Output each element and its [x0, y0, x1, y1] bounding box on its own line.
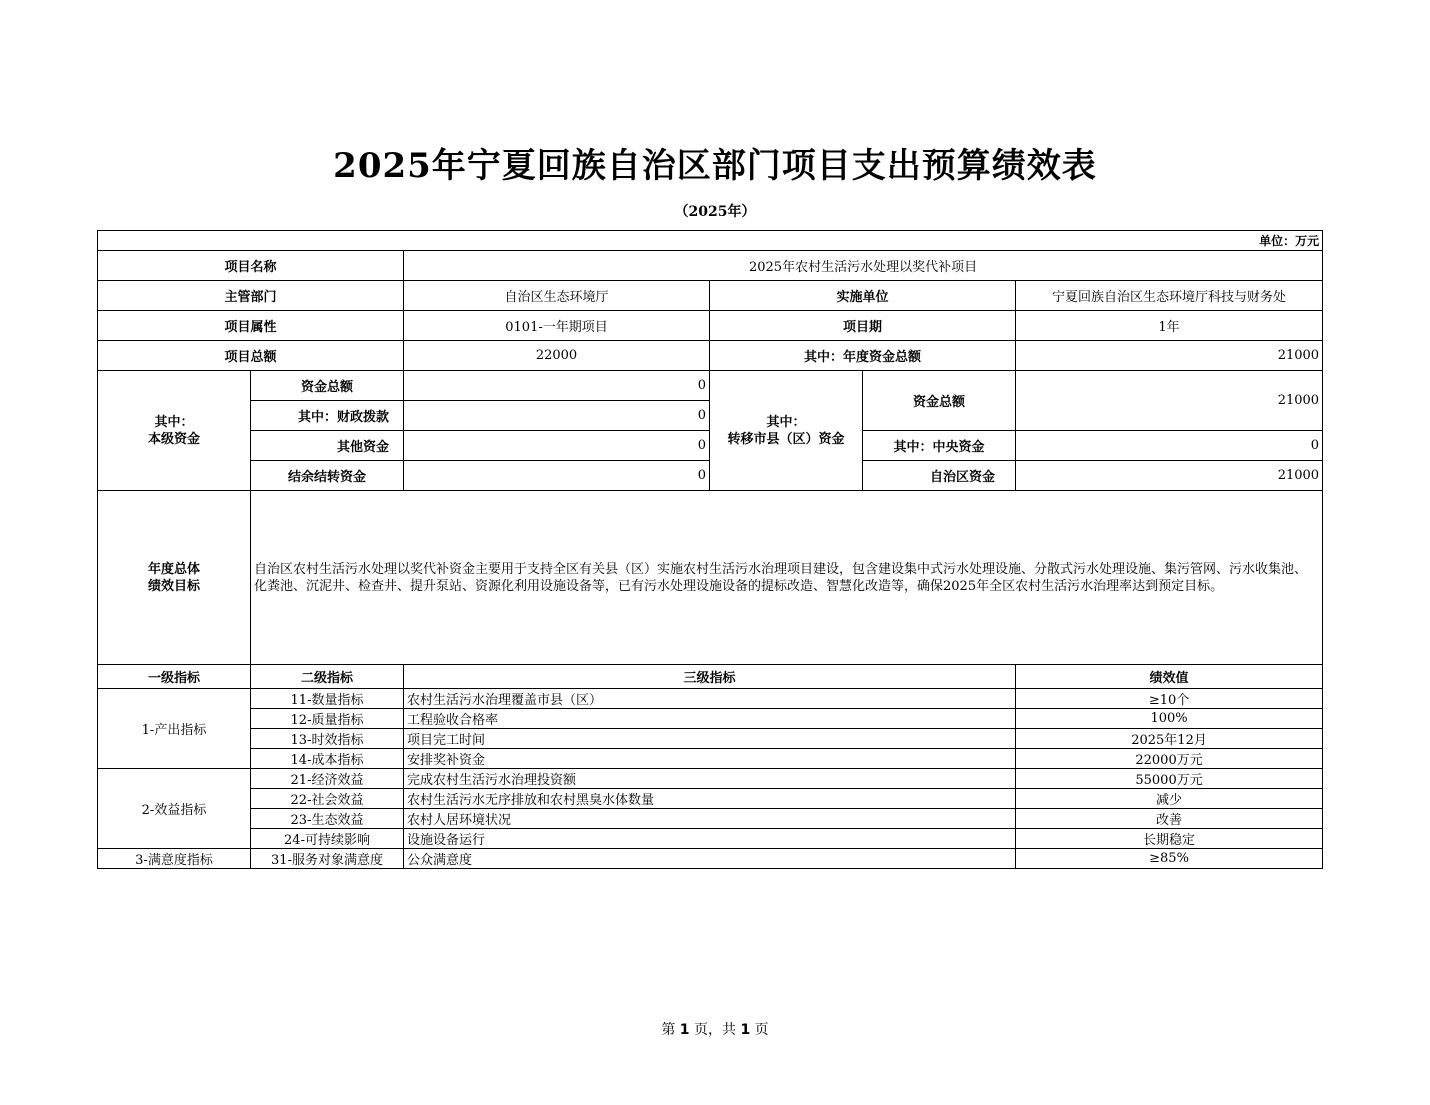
value-cell: 55000万元 [1016, 769, 1323, 789]
attr-label: 项目属性 [98, 311, 404, 341]
level2-cell: 14-成本指标 [251, 749, 404, 769]
level3-cell: 设施设备运行 [404, 829, 1016, 849]
central-value: 0 [1016, 431, 1323, 461]
level2-cell: 23-生态效益 [251, 809, 404, 829]
level3-cell: 农村生活污水治理覆盖市县（区） [404, 689, 1016, 709]
project-name-value: 2025年农村生活污水处理以奖代补项目 [404, 251, 1323, 281]
page-footer [0, 1019, 1430, 1039]
table-row [98, 809, 1323, 829]
local-funds-label-line1: 其中： [154, 414, 194, 430]
performance-table [97, 230, 1323, 869]
fiscal-label: 其中：财政拨款 [251, 401, 404, 431]
level3-cell: 工程验收合格率 [404, 709, 1016, 729]
region-value: 21000 [1016, 461, 1323, 491]
header-level3: 三级指标 [404, 665, 1016, 689]
value-cell: 减少 [1016, 789, 1323, 809]
group-label: 1-产出指标 [98, 689, 251, 769]
page-subtitle: （2025年） [674, 204, 756, 220]
impl-value: 宁夏回族自治区生态环境厅科技与财务处 [1016, 281, 1323, 311]
impl-label: 实施单位 [710, 281, 1016, 311]
carry-label: 结余结转资金 [251, 461, 404, 491]
value-cell: 2025年12月 [1016, 729, 1323, 749]
header-value: 绩效值 [1016, 665, 1323, 689]
table-row [98, 789, 1323, 809]
carry-value: 0 [404, 461, 710, 491]
group-label: 2-效益指标 [98, 769, 251, 849]
value-cell: ≥85% [1016, 849, 1323, 869]
footer-total-pages: 1 [740, 1022, 751, 1038]
value-cell: 100% [1016, 709, 1323, 729]
dept-label: 主管部门 [98, 281, 404, 311]
region-label: 自治区资金 [863, 461, 1016, 491]
page-title: 2025年宁夏回族自治区部门项目支出预算绩效表 [333, 146, 1097, 186]
unit-label: 单位：万元 [98, 231, 1323, 251]
table-row [98, 849, 1323, 869]
level3-cell: 农村生活污水无序排放和农村黑臭水体数量 [404, 789, 1016, 809]
goal-label-line1: 年度总体 [147, 561, 200, 577]
transfer-funds-label-line1: 其中： [766, 414, 806, 430]
value-cell: ≥10个 [1016, 689, 1323, 709]
annual-label: 其中：年度资金总额 [710, 341, 1016, 371]
period-label: 项目期 [710, 311, 1016, 341]
total-label: 项目总额 [98, 341, 404, 371]
indicator-header-row [98, 665, 1323, 689]
transfer-funds-label-line2: 转移市县（区）资金 [727, 431, 845, 447]
local-funds-label-line2: 本级资金 [147, 431, 200, 447]
annual-value: 21000 [1016, 341, 1323, 371]
other-label: 其他资金 [251, 431, 404, 461]
table-row [98, 709, 1323, 729]
project-name-label: 项目名称 [98, 251, 404, 281]
dept-value: 自治区生态环境厅 [404, 281, 710, 311]
goal-text: 自治区农村生活污水处理以奖代补资金主要用于支持全区有关县（区）实施农村生活污水治理项目建设，包含建设集中式污水处理设施、分散式污水处理设施、集污管网、污水收集池、化粪池、沉泥井、检查井、提升泵站、资源化利用设施设备等，已有污水处理设施设备的提标改造、智慧化改造等，确保2025年全区农村生活污水治理率达到预定目标。 [251, 491, 1323, 665]
level3-cell: 完成农村生活污水治理投资额 [404, 769, 1016, 789]
period-value: 1年 [1016, 311, 1323, 341]
attr-value: 0101-一年期项目 [404, 311, 710, 341]
local-total-value: 0 [404, 371, 710, 401]
transfer-total-value: 21000 [1016, 371, 1323, 431]
level3-cell: 安排奖补资金 [404, 749, 1016, 769]
table-row [98, 729, 1323, 749]
transfer-total-label: 资金总额 [863, 371, 1016, 431]
level2-cell: 11-数量指标 [251, 689, 404, 709]
table-row [98, 769, 1323, 789]
level2-cell: 21-经济效益 [251, 769, 404, 789]
header-level2: 二级指标 [251, 665, 404, 689]
footer-post: 页 [754, 1022, 769, 1038]
fiscal-value: 0 [404, 401, 710, 431]
total-value: 22000 [404, 341, 710, 371]
header-level1: 一级指标 [98, 665, 251, 689]
value-cell: 改善 [1016, 809, 1323, 829]
level2-cell: 31-服务对象满意度 [251, 849, 404, 869]
level2-cell: 24-可持续影响 [251, 829, 404, 849]
level2-cell: 13-时效指标 [251, 729, 404, 749]
level2-cell: 12-质量指标 [251, 709, 404, 729]
local-total-label: 资金总额 [251, 371, 404, 401]
level3-cell: 公众满意度 [404, 849, 1016, 869]
footer-pre: 第 [661, 1022, 676, 1038]
footer-page-number: 1 [679, 1022, 690, 1038]
level2-cell: 22-社会效益 [251, 789, 404, 809]
local-funds-label [98, 371, 251, 491]
level3-cell: 项目完工时间 [404, 729, 1016, 749]
goal-label [98, 491, 251, 665]
group-label: 3-满意度指标 [98, 849, 251, 869]
central-label: 其中：中央资金 [863, 431, 1016, 461]
table-row [98, 829, 1323, 849]
transfer-funds-label [710, 371, 863, 491]
level3-cell: 农村人居环境状况 [404, 809, 1016, 829]
table-row [98, 689, 1323, 709]
footer-mid: 页，共 [694, 1022, 736, 1038]
other-value: 0 [404, 431, 710, 461]
goal-label-line2: 绩效目标 [147, 578, 200, 594]
value-cell: 22000万元 [1016, 749, 1323, 769]
table-row [98, 749, 1323, 769]
value-cell: 长期稳定 [1016, 829, 1323, 849]
